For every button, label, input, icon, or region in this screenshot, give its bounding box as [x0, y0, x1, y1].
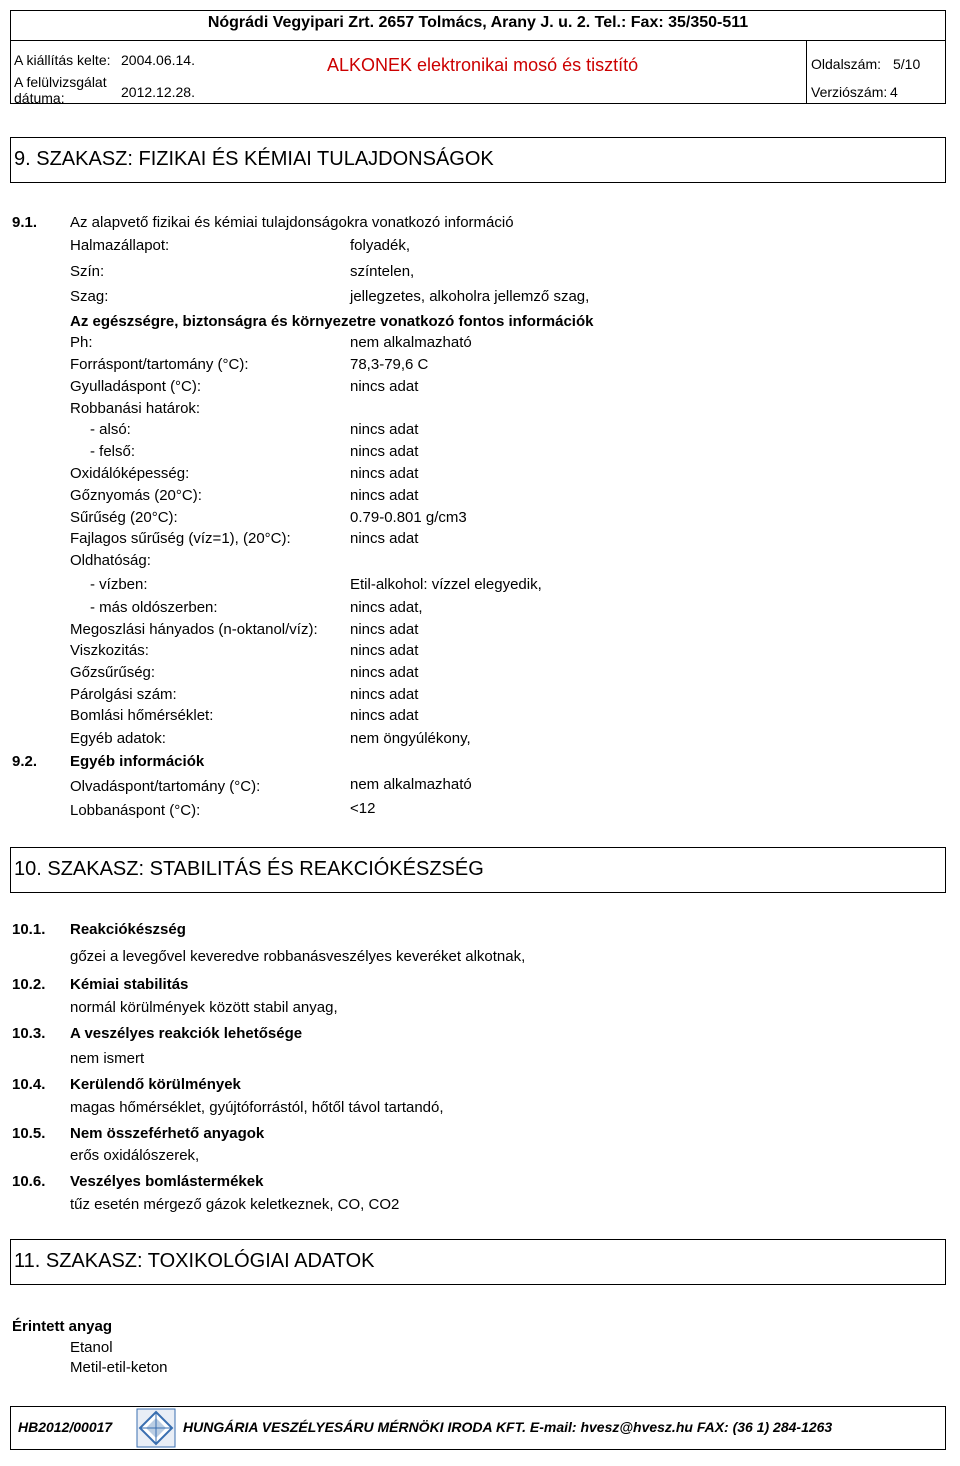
- property-value: nincs adat: [350, 421, 419, 438]
- property-value: jellegzetes, alkoholra jellemző szag,: [350, 288, 590, 305]
- property-label: - más oldószerben:: [90, 599, 218, 616]
- issue-date: 2004.06.14.: [121, 52, 195, 68]
- property-label: Sűrűség (20°C):: [70, 509, 178, 526]
- substance-item: Metil-etil-keton: [70, 1359, 168, 1376]
- property-value: nincs adat: [350, 642, 419, 659]
- company-logo-icon: [136, 1408, 176, 1448]
- footer-code: HB2012/00017: [18, 1419, 113, 1435]
- property-label: Oldhatóság:: [70, 552, 151, 569]
- subsection-text: gőzei a levegővel keveredve robbanásveszélyes keveréket alkotnak,: [70, 948, 526, 965]
- property-value: nincs adat: [350, 707, 419, 724]
- version-label: Verziószám:: [811, 84, 888, 100]
- property-label: Oxidálóképesség:: [70, 465, 190, 482]
- property-label: Gőznyomás (20°C):: [70, 487, 202, 504]
- property-value: folyadék,: [350, 237, 411, 254]
- health-info-title: Az egészségre, biztonságra és környezetre vonatkozó fontos információk: [70, 313, 594, 330]
- subsection-text: tűz esetén mérgező gázok keletkeznek, CO, CO2: [70, 1196, 400, 1213]
- section-10-title: 10. SZAKASZ: STABILITÁS ÉS REAKCIÓKÉSZSÉG: [14, 858, 484, 880]
- property-value: nem alkalmazható: [350, 334, 472, 351]
- property-value: színtelen,: [350, 263, 415, 280]
- property-value: <12: [350, 800, 376, 817]
- product-name: ALKONEK elektronikai mosó és tisztító: [327, 55, 639, 75]
- property-value: nincs adat: [350, 664, 419, 681]
- subsection-title: A veszélyes reakciók lehetősége: [70, 1025, 303, 1042]
- subsection-9-1-title: Az alapvető fizikai és kémiai tulajdonságokra vonatkozó információ: [70, 214, 514, 231]
- subsection-title: Kémiai stabilitás: [70, 976, 189, 993]
- section-11-title: 11. SZAKASZ: TOXIKOLÓGIAI ADATOK: [14, 1250, 375, 1272]
- subsection-title: Reakciókészség: [70, 921, 186, 938]
- subsection-text: nem ismert: [70, 1050, 145, 1067]
- property-value: nem alkalmazható: [350, 776, 472, 793]
- property-value: nincs adat: [350, 686, 419, 703]
- subsection-number: 10.5.: [12, 1125, 46, 1142]
- subsection-number: 10.3.: [12, 1025, 46, 1042]
- subsection-9-2-number: 9.2.: [12, 753, 38, 770]
- subsection-text: magas hőmérséklet, gyújtóforrástól, hőtől távol tartandó,: [70, 1099, 444, 1116]
- property-value: 0.79-0.801 g/cm3: [350, 509, 467, 526]
- property-value: nincs adat: [350, 378, 419, 395]
- property-value: Etil-alkohol: vízzel elegyedik,: [350, 576, 542, 593]
- property-value: nincs adat: [350, 621, 419, 638]
- property-label: Halmazállapot:: [70, 237, 170, 254]
- property-label: Egyéb adatok:: [70, 730, 166, 747]
- property-label: Gyulladáspont (°C):: [70, 378, 202, 395]
- substance-item: Etanol: [70, 1339, 113, 1356]
- page-number: 5/10: [893, 56, 921, 72]
- subsection-title: Kerülendő körülmények: [70, 1076, 241, 1093]
- property-value: nincs adat: [350, 530, 419, 547]
- issue-date-label: A kiállítás kelte:: [14, 52, 111, 68]
- property-label: - alsó:: [90, 421, 131, 438]
- section-9-title: 9. SZAKASZ: FIZIKAI ÉS KÉMIAI TULAJDONSÁGOK: [14, 148, 494, 170]
- property-label: Megoszlási hányados (n-oktanol/víz):: [70, 621, 318, 638]
- review-date-label-2: dátuma:: [14, 90, 65, 106]
- subsection-title: Nem összeférhető anyagok: [70, 1125, 265, 1142]
- version-number: 4: [890, 84, 898, 100]
- review-date-label-1: A felülvizsgálat: [14, 74, 107, 90]
- review-date: 2012.12.28.: [121, 84, 195, 100]
- property-label: Gőzsűrűség:: [70, 664, 156, 681]
- property-label: Lobbanáspont (°C):: [70, 802, 201, 819]
- property-label: - vízben:: [90, 576, 148, 593]
- property-label: Robbanási határok:: [70, 400, 201, 417]
- property-label: Ph:: [70, 334, 93, 351]
- property-label: - felső:: [90, 443, 136, 460]
- property-label: Olvadáspont/tartomány (°C):: [70, 778, 261, 795]
- subsection-9-2-title: Egyéb információk: [70, 753, 205, 770]
- property-value: nincs adat: [350, 443, 419, 460]
- property-label: Párolgási szám:: [70, 686, 177, 703]
- property-label: Szín:: [70, 263, 105, 280]
- property-label: Bomlási hőmérséklet:: [70, 707, 214, 724]
- subsection-number: 10.1.: [12, 921, 46, 938]
- property-label: Forráspont/tartomány (°C):: [70, 356, 249, 373]
- property-value: nincs adat: [350, 465, 419, 482]
- property-label: Fajlagos sűrűség (víz=1), (20°C):: [70, 530, 291, 547]
- property-value: nincs adat,: [350, 599, 423, 616]
- property-value: nincs adat: [350, 487, 419, 504]
- company-info: Nógrádi Vegyipari Zrt. 2657 Tolmács, Arany J. u. 2. Tel.: Fax: 35/350-511: [207, 14, 749, 31]
- subsection-number: 10.2.: [12, 976, 46, 993]
- page-label: Oldalszám:: [811, 56, 882, 72]
- subsection-number: 10.4.: [12, 1076, 46, 1093]
- property-value: nem öngyúlékony,: [350, 730, 471, 747]
- footer-text: HUNGÁRIA VESZÉLYESÁRU MÉRNÖKI IRODA KFT. E-mail: hvesz@hvesz.hu FAX: (36 1) 284-1263: [183, 1419, 833, 1435]
- property-value: 78,3-79,6 C: [350, 356, 429, 373]
- subsection-title: Veszélyes bomlástermékek: [70, 1173, 264, 1190]
- subsection-text: normál körülmények között stabil anyag,: [70, 999, 338, 1016]
- subsection-text: erős oxidálószerek,: [70, 1147, 200, 1164]
- affected-substance-label: Érintett anyag: [12, 1318, 113, 1335]
- subsection-9-1-number: 9.1.: [12, 214, 38, 231]
- header-right-divider: [806, 40, 807, 104]
- subsection-number: 10.6.: [12, 1173, 46, 1190]
- property-label: Szag:: [70, 288, 109, 305]
- property-label: Viszkozitás:: [70, 642, 149, 659]
